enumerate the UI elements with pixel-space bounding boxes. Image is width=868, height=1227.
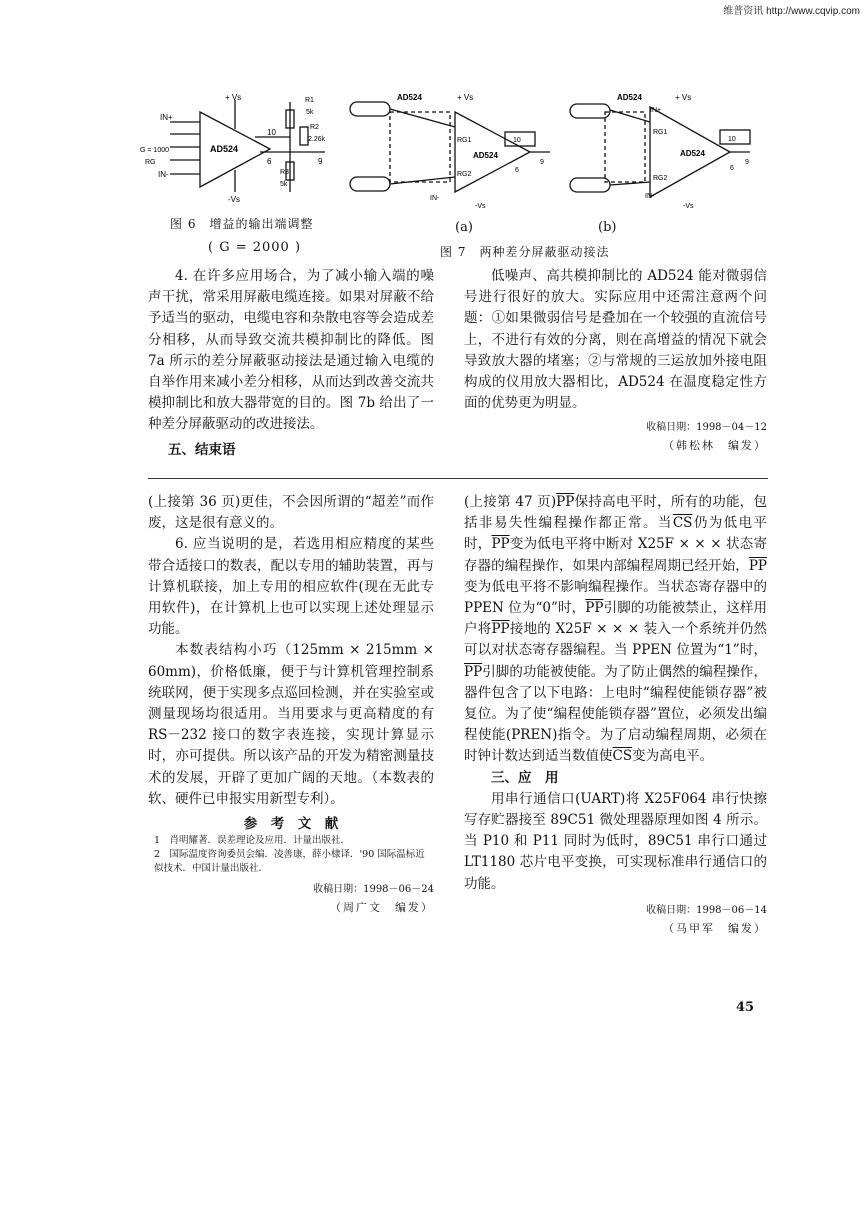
fig7a-chip-label: AD524 bbox=[397, 93, 422, 102]
figure-7-circuits bbox=[345, 92, 765, 212]
fig7-caption: 图 7 两种差分屏蔽驱动接法 bbox=[440, 245, 610, 259]
fig7a-rg2: RG2 bbox=[457, 171, 472, 178]
section-heading: 三、应 用 bbox=[491, 769, 559, 786]
fig6-pin9: 9 bbox=[318, 157, 323, 166]
right-top-column bbox=[464, 266, 767, 453]
fig6-r2: R2 bbox=[310, 124, 319, 131]
fig6-pin10: 10 bbox=[267, 128, 276, 137]
editor-note: （韩松林 编发） bbox=[663, 439, 767, 453]
fig6-vs-pos: + Vs bbox=[225, 93, 242, 102]
paragraph: 本数表结构小巧（125mm × 215mm × 60mm)，价格低廉，便于与计算机管理控制系统联网，便于实现多点巡回检测，并在实验室或测量现场均很适用。当用要求与更高精度的有 RS－232 接口的数字表连接，实现计算显示时，亦可提供。所以该产品的开发为精密测量技术的发展，开辟了更加广阔的天地。（本数表的软、硬件已申报实用新型专利）。 bbox=[148, 642, 434, 807]
paragraph: 4. 在许多应用场合，为了减小输入端的噪声干扰，常采用屏蔽电缆连接。如果对屏蔽不给予适当的驱动，电缆电容和杂散电容等会造成差分相移，从而导致交流共模抑制比的降低。图 7a 所示的差分屏蔽驱动接法是通过输入电缆的自举作用来减小差分相移，从而达到改善交流共模抑制比和放大器带宽的目的。图 7b 给出了一种差分屏蔽驱动的改进接法。 bbox=[148, 268, 434, 433]
fig7a-in-neg: IN- bbox=[430, 195, 440, 202]
fig7b-pin9: 9 bbox=[745, 159, 749, 166]
fig7b-pin10: 10 bbox=[728, 136, 736, 143]
fig6-r3: R3 bbox=[280, 169, 289, 176]
fig6-pin6: 6 bbox=[267, 157, 272, 166]
left-bottom-column bbox=[148, 492, 434, 915]
fig7b-vs-neg: -Vs bbox=[683, 203, 694, 210]
fig6-subcaption: ( G = 2000 ) bbox=[208, 240, 302, 255]
figure-6-circuit bbox=[140, 92, 340, 207]
fig6-r1: R1 bbox=[305, 97, 314, 104]
received-date: 收稿日期：1998－06－24 bbox=[313, 884, 434, 896]
fig7a-pin6: 6 bbox=[515, 167, 519, 174]
fig6-in-pos: IN+ bbox=[160, 113, 173, 122]
fig6-in-neg: IN- bbox=[158, 170, 169, 179]
fig6-rg: RG bbox=[145, 159, 156, 166]
fig7a-vs-pos: + Vs bbox=[457, 93, 474, 102]
fig7b-chip-label: AD524 bbox=[617, 93, 642, 102]
paragraph: 低噪声、高共模抑制比的 AD524 能对微弱信号进行很好的放大。实际应用中还需注意两个问题：①如果微弱信号是叠加在一个较强的直流信号上，不进行有效的分离，则在高增益的情况下就会导致放大器的堵塞；②与常规的三运放加外接电阻构成的仪用放大器相比，AD524 在温度稳定性方面的优势更为明显。 bbox=[464, 268, 767, 412]
fig7a-pin9: 9 bbox=[540, 159, 544, 166]
fig6-r2-value: 2.26k bbox=[308, 136, 326, 143]
fig7b-rg1: RG1 bbox=[653, 129, 668, 136]
editor-note: （马甲军 编发） bbox=[663, 921, 767, 935]
references-title: 参 考 文 献 bbox=[243, 816, 339, 833]
paragraph: 6. 应当说明的是，若选用相应精度的某些带合适接口的数表，配以专用的辅助装置，再与计算机联接，加上专用的相应软件(现在无此专用软件)，在计算机上也可以实现上述处理显示功能。 bbox=[148, 536, 434, 638]
page-number: 45 bbox=[736, 1000, 755, 1015]
fig6-caption: 图 6 增益的输出端调整 bbox=[170, 217, 314, 231]
fig6-gain: G = 1000 bbox=[140, 147, 169, 154]
reference-item: 2 国际温度咨询委员会编．凌善康，薛小棣译．'90 国际温标近似技术．中国计量出版社． bbox=[154, 849, 425, 875]
fig7b-in-pos: IN+ bbox=[650, 107, 662, 114]
fig7b-rg2: RG2 bbox=[653, 175, 668, 182]
fig7a-chip: AD524 bbox=[473, 151, 498, 160]
fig7a-vs-neg: -Vs bbox=[475, 203, 486, 210]
left-top-column bbox=[148, 266, 434, 461]
received-date: 收稿日期：1998－04－12 bbox=[646, 422, 767, 434]
fig7b-label: (b) bbox=[598, 220, 617, 235]
fig7b-in-neg: IN- bbox=[645, 193, 655, 200]
fig6-vs-neg: -Vs bbox=[228, 195, 240, 204]
fig6-r3-value: 5k bbox=[280, 181, 288, 188]
fig7b-pin6: 6 bbox=[730, 165, 734, 172]
reference-item: 1 肖明耀著．误差理论及应用．计量出版社． bbox=[154, 835, 351, 847]
right-bottom-column bbox=[464, 492, 767, 936]
paragraph: (上接第 47 页)$\overline{PP}$保持高电平时，所有的功能，包括非易失性编程操作都正常。当$\overline{CS}$仍为低电平时，$\overline{PP}$变为低电平将中断对 X25F × × × 状态寄存器的编程操作，如果内部编程周期已经开始，$\overline{PP}$变为低电平将不影响编程操作。当状态寄存器中的 PPEN 位为“0”时，$\overline{PP}$引脚的功能被禁止，这样用户将$\overline{PP}$接地的 X25F × × × 装入一个系统并仍然可以对状态寄存器编程。当 PPEN 位置为“1”时，$\overline{PP}$引脚的功能被使能。为了防止偶然的编程操作，器件包含了以下电路：上电时“编程使能锁存器”被复位。为了使“编程使能锁存器”置位，必须发出编程使能(PREN)指令。为了启动编程周期，必须在时钟计数达到适当数值使$\overline{CS}$变为高电平。 bbox=[464, 494, 768, 765]
section-heading: 五、结束语 bbox=[168, 441, 236, 458]
editor-note: （周广文 编发） bbox=[330, 901, 434, 915]
fig7a-rg1: RG1 bbox=[457, 137, 472, 144]
fig7b-vs-pos: + Vs bbox=[675, 93, 692, 102]
paragraph: 用串行通信口(UART)将 X25F064 串行快擦写存贮器接至 89C51 微处理器原理如图 4 所示。当 P10 和 P11 同时为低时，89C51 串行口通过 LT1180 芯片电平变换，可实现标准串行通信口的功能。 bbox=[464, 790, 767, 892]
fig7b-chip: AD524 bbox=[680, 149, 705, 158]
received-date: 收稿日期：1998－06－14 bbox=[646, 904, 767, 916]
section-divider bbox=[148, 478, 768, 479]
fig6-chip: AD524 bbox=[210, 144, 239, 154]
fig7a-label: (a) bbox=[455, 220, 473, 235]
fig7a-pin10: 10 bbox=[513, 137, 521, 144]
paragraph: (上接第 36 页)更佳，不会因所谓的“超差”而作废，这是很有意义的。 bbox=[148, 494, 434, 532]
fig6-r1-value: 5k bbox=[306, 109, 314, 116]
watermark: 维普资讯 http://www.cqvip.com bbox=[723, 6, 860, 17]
